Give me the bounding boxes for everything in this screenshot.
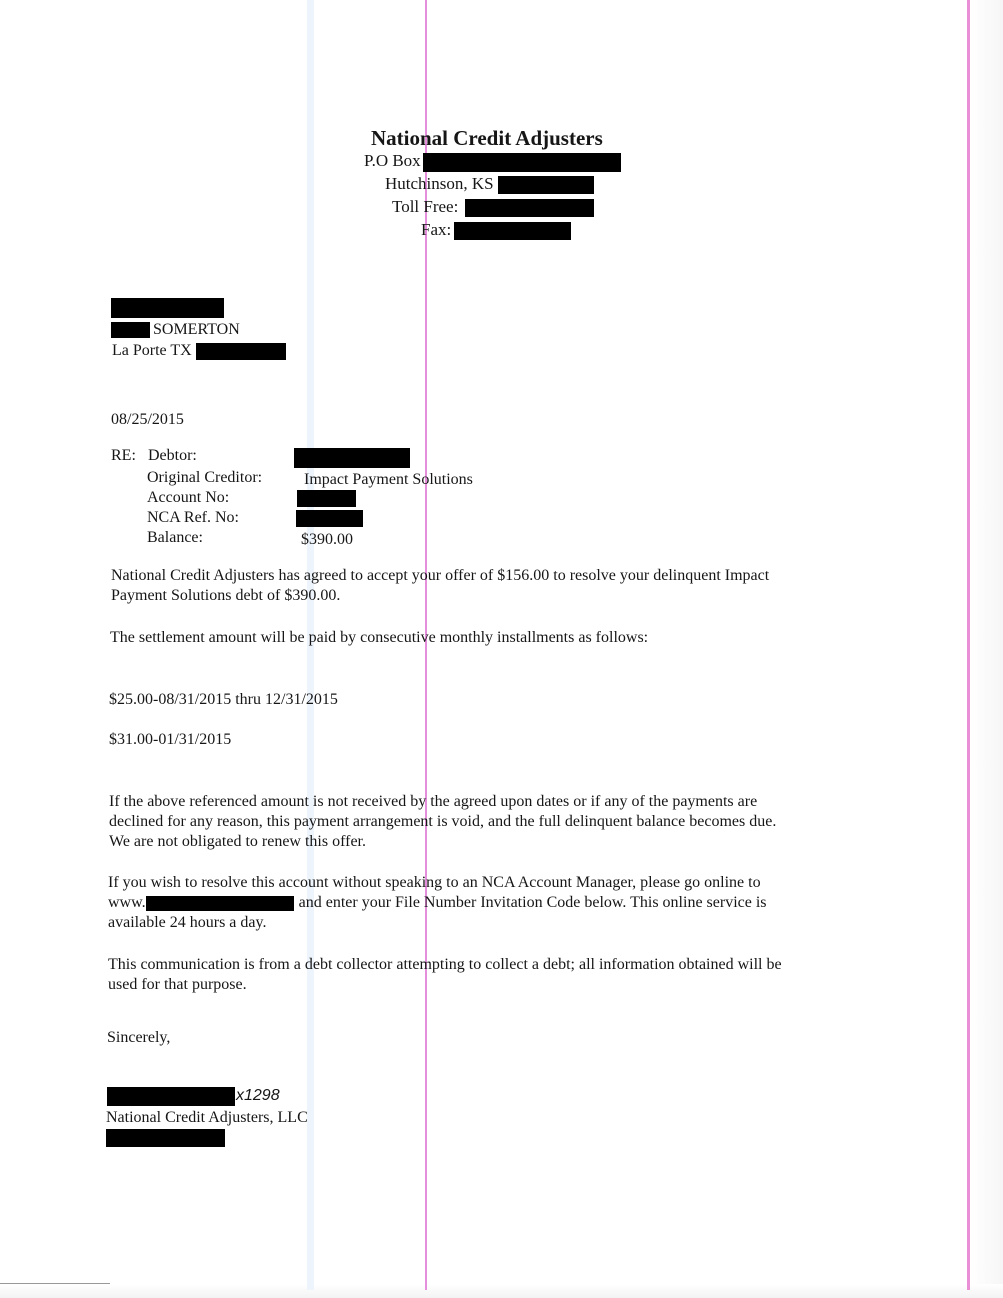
balance-value: $390.00 — [301, 531, 353, 548]
signer-title-redaction — [106, 1129, 225, 1147]
balance-label: Balance: — [147, 529, 203, 546]
debtor-label: Debtor: — [148, 447, 197, 464]
paragraph-line: Payment Solutions debt of $390.00. — [111, 587, 341, 604]
letter-date: 08/25/2015 — [111, 411, 184, 428]
paragraph-line: available 24 hours a day. — [108, 914, 267, 931]
company-name: National Credit Adjusters — [371, 126, 603, 150]
creditor-label: Original Creditor: — [147, 469, 263, 486]
website-prefix: www. — [108, 894, 146, 911]
re-prefix: RE: — [111, 447, 136, 464]
paragraph-line: We are not obligated to renew this offer. — [109, 833, 366, 850]
toll-free-label: Toll Free: — [392, 197, 459, 216]
redaction-block — [196, 343, 286, 360]
recipient-street-line — [111, 320, 240, 340]
paragraph-terms — [109, 792, 776, 852]
scan-edge-shade — [970, 0, 1003, 1298]
signer-extension: x1298 — [236, 1087, 280, 1104]
scan-bottom-rule — [0, 1283, 110, 1284]
redaction-block — [454, 222, 571, 240]
toll-free-line — [392, 197, 594, 217]
installment-1: $25.00-08/31/2015 thru 12/31/2015 — [109, 691, 338, 708]
po-box-line — [364, 151, 621, 172]
redaction-block — [111, 322, 150, 338]
salutation: Sincerely, — [107, 1029, 171, 1046]
paragraph-line: If the above referenced amount is not received by the agreed upon dates or if any of the payments are — [109, 793, 758, 810]
redaction-block — [465, 199, 594, 217]
fax-label: Fax: — [421, 220, 452, 239]
installment-2: $31.00-01/31/2015 — [109, 731, 232, 748]
recipient-city-line — [112, 341, 286, 361]
account-redaction — [297, 490, 356, 507]
recipient-city: La Porte TX — [112, 342, 192, 359]
account-label: Account No: — [147, 489, 230, 506]
paragraph-line: If you wish to resolve this account without speaking to an NCA Account Manager, please go online to — [108, 874, 761, 891]
debtor-redaction — [294, 448, 410, 468]
paragraph-line: National Credit Adjusters has agreed to accept your offer of $156.00 to resolve your delinquent Impact — [111, 567, 770, 584]
city-label: Hutchinson, KS — [385, 174, 494, 193]
paragraph-line: The settlement amount will be paid by consecutive monthly installments as follows: — [110, 629, 649, 646]
signer-name-redaction — [107, 1087, 235, 1106]
redaction-block — [498, 176, 594, 194]
recipient-name-redaction — [111, 298, 224, 318]
redaction-block — [423, 153, 621, 172]
paragraph-disclosure — [108, 955, 782, 995]
ref-redaction — [296, 510, 363, 527]
scan-line-pink-right — [967, 0, 970, 1290]
paragraph-line: This communication is from a debt collector attempting to collect a debt; all information obtained will be — [108, 956, 782, 973]
closing-company: National Credit Adjusters, LLC — [106, 1109, 308, 1126]
paragraph-online — [108, 873, 767, 933]
city-line — [385, 174, 594, 194]
ref-label: NCA Ref. No: — [147, 509, 239, 526]
paragraph-line — [108, 893, 767, 913]
paragraph-line: used for that purpose. — [108, 976, 247, 993]
paragraph-offer — [111, 566, 769, 606]
recipient-street: SOMERTON — [153, 321, 240, 338]
scan-bottom-shade — [0, 1284, 1003, 1298]
creditor-value: Impact Payment Solutions — [304, 471, 473, 488]
website-line-text: and enter your File Number Invitation Code below. This online service is — [298, 894, 767, 911]
fax-line — [421, 220, 571, 240]
website-redaction — [146, 896, 294, 911]
po-box-label: P.O Box — [364, 151, 421, 170]
paragraph-line: declined for any reason, this payment arrangement is void, and the full delinquent balance becomes due. — [109, 813, 777, 830]
paragraph-installments-intro — [110, 628, 648, 648]
